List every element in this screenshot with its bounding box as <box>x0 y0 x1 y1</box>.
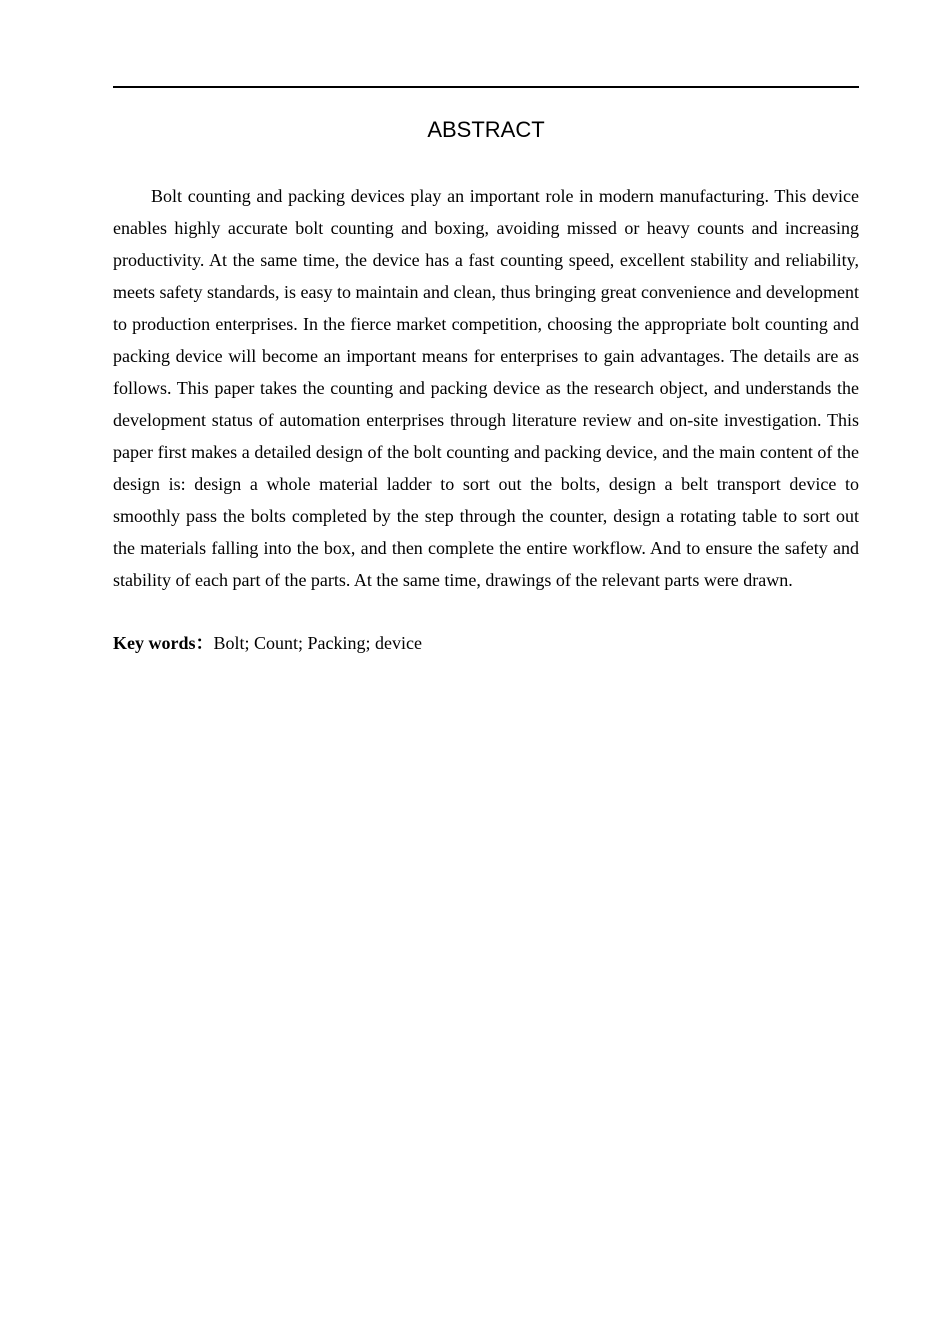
abstract-title: ABSTRACT <box>427 117 545 142</box>
header-rule <box>113 86 859 88</box>
abstract-body: Bolt counting and packing devices play an important role in modern manufacturing. This device enables highly accurate bolt counting and boxing, avoiding missed or heavy counts and increasing productivity. At the same time, the device has a fast counting speed, excellent stability and reliability, meets safety standards, is easy to maintain and clean, thus bringing great convenience and development to production enterprises. In the fierce market competition, choosing the appropriate bolt counting and packing device will become an important means for enterprises to gain advantages. The details are as follows. This paper takes the counting and packing device as the research object, and understands the development status of automation enterprises through literature review and on-site investigation. This paper first makes a detailed design of the bolt counting and packing device, and the main content of the design is: design a whole material ladder to sort out the bolts, design a belt transport device to smoothly pass the bolts completed by the step through the counter, design a rotating table to sort out the materials falling into the box, and then complete the entire workflow. And to ensure the safety and stability of each part of the parts. At the same time, drawings of the relevant parts were drawn. <box>113 186 859 590</box>
keywords-line <box>113 627 859 659</box>
keywords-label: Key words： <box>113 633 214 653</box>
keywords-value: Bolt; Count; Packing; device <box>213 633 422 653</box>
